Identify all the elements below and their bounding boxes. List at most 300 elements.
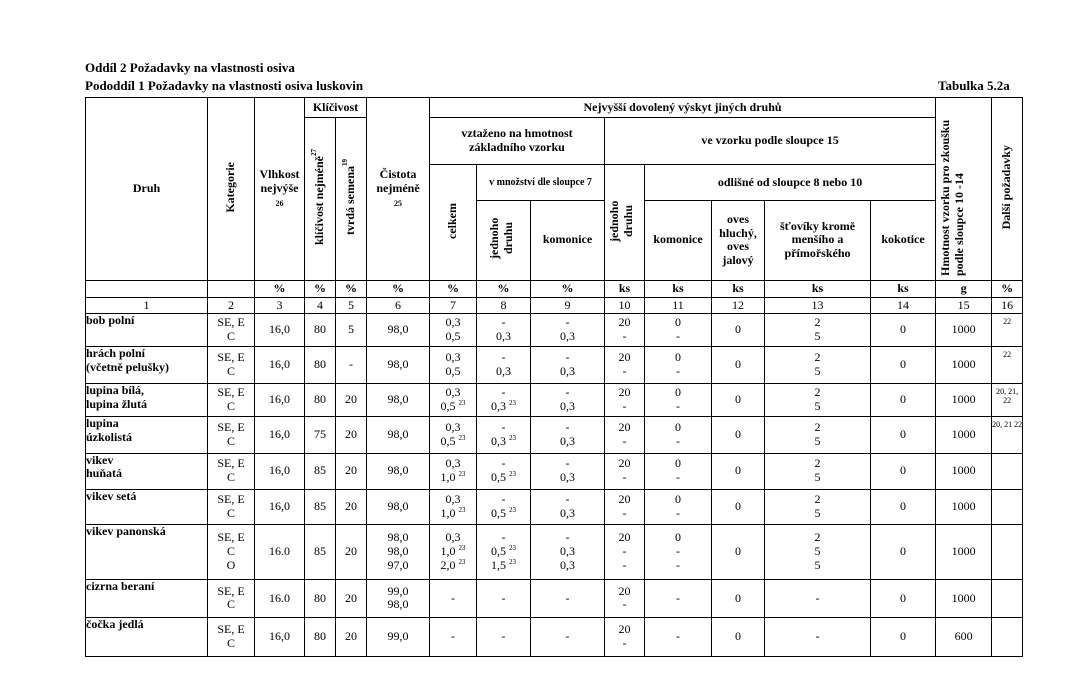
cell-value: 1,0 $^{23}$ (440, 470, 466, 485)
col-ve-vzorku: ve vzorku podle sloupce 15 (605, 118, 936, 165)
melilot-value (531, 524, 605, 579)
cell-value: 98,0 (387, 597, 409, 612)
cell-value: C (226, 597, 235, 612)
cell-value: lupina žlutá (86, 396, 148, 411)
cell-value: - (676, 364, 681, 379)
cell-value: - (501, 456, 506, 471)
germination-value: 85 (305, 489, 336, 524)
melilot-count (645, 384, 712, 417)
cell-value: 0,5 $^{23}$ (440, 399, 466, 414)
cell-value: - (501, 385, 506, 400)
purity-value (367, 346, 430, 383)
col-cistota: Čistota nejméně 25 (367, 98, 430, 281)
sample-weight: 1000 (936, 417, 992, 453)
cell-value: - (501, 628, 506, 643)
moisture-value: 16.0 (255, 580, 305, 617)
col-number: 10 (605, 297, 645, 313)
hard-seeds-value: 5 (336, 313, 367, 346)
cell-value: 5 (814, 364, 821, 379)
col-nejvyssi: Nejvyšší dovolený výskyt jiných druhů (430, 98, 936, 118)
table-row (86, 313, 1023, 346)
species-name (86, 384, 208, 417)
col-v-mnozstvi: v množství dle sloupce 7 (477, 165, 605, 200)
cell-value: 0,3 $^{23}$ (491, 433, 517, 448)
wild-oat-count: 0 (712, 313, 765, 346)
cell-value: 0,3 (496, 328, 512, 343)
table-row (86, 453, 1023, 489)
column-numbers-row (86, 297, 1023, 313)
moisture-value: 16,0 (255, 346, 305, 383)
melilot-count (645, 489, 712, 524)
col-jednoho-druhu: jednoho druhu (477, 200, 531, 280)
unit-cell: % (430, 280, 477, 297)
cell-value: 0,5 (445, 364, 461, 379)
cell-value: - (501, 590, 506, 605)
cell-value: - (676, 628, 681, 643)
cell-value: 0,3 (560, 364, 576, 379)
cell-value: lupina bílá, (86, 383, 145, 398)
category (208, 453, 255, 489)
cell-value: - (815, 628, 820, 643)
germination-value: 85 (305, 453, 336, 489)
species-name (86, 313, 208, 346)
table-row (86, 617, 1023, 656)
col-jednoho-druhu-ks: jednoho druhu (605, 165, 645, 280)
category (208, 346, 255, 383)
cell-value: 5 (814, 558, 821, 573)
cell-value: 0,3 (445, 350, 461, 365)
cell-value: - (451, 628, 456, 643)
dodder-count: 0 (871, 384, 936, 417)
cell-value: 20 (618, 530, 631, 545)
cell-value: 20 (618, 420, 631, 435)
cell-value: 1,0 $^{23}$ (440, 505, 466, 520)
col-number: 12 (712, 297, 765, 313)
col-vlhkost: Vlhkost nejvýše 26 (255, 98, 305, 281)
germination-value: 75 (305, 417, 336, 453)
cell-value: 0,3 (560, 470, 576, 485)
col-number: 9 (531, 297, 605, 313)
dodder-count: 0 (871, 346, 936, 383)
col-oves: oves hluchý, oves jalový (712, 200, 765, 280)
cell-value: 98,0 (387, 357, 409, 372)
germination-value: 80 (305, 617, 336, 656)
cell-value: 20 (618, 315, 631, 330)
cell-value: C (226, 635, 235, 650)
melilot-count (645, 346, 712, 383)
sample-weight: 1000 (936, 524, 992, 579)
wild-oat-count: 0 (712, 346, 765, 383)
cell-value: 5 (814, 433, 821, 448)
one-species-count (605, 384, 645, 417)
cell-value: 0,5 $^{23}$ (491, 505, 517, 520)
col-kokotice: kokotice (871, 200, 936, 280)
one-species-count (605, 617, 645, 656)
purity-value (367, 524, 430, 579)
melilot-count (645, 617, 712, 656)
unit-cell: g (936, 280, 992, 297)
purity-value (367, 617, 430, 656)
melilot-value (531, 580, 605, 617)
additional-requirements (992, 489, 1023, 524)
germination-value: 85 (305, 524, 336, 579)
unit-cell: % (531, 280, 605, 297)
species-name (86, 489, 208, 524)
cell-value: SE, E (217, 621, 245, 636)
moisture-value: 16,0 (255, 453, 305, 489)
cell-value: 5 (814, 399, 821, 414)
cell-value: 98,0 (387, 427, 409, 442)
cell-value: C (226, 470, 235, 485)
cell-value: 2,0 $^{23}$ (440, 558, 466, 573)
cell-value: 1,0 $^{23}$ (440, 544, 466, 559)
hard-seeds-value: 20 (336, 384, 367, 417)
section-heading: Oddíl 2 Požadavky na vlastnosti osiva (85, 60, 295, 75)
total-value (430, 384, 477, 417)
cell-value: - (565, 385, 570, 400)
table-row (86, 417, 1023, 453)
cell-value: 0,3 (445, 456, 461, 471)
dodder-count: 0 (871, 453, 936, 489)
one-species-count (605, 489, 645, 524)
table-row (86, 346, 1023, 383)
hard-seeds-value: 20 (336, 417, 367, 453)
wild-oat-count: 0 (712, 617, 765, 656)
cell-value: 20 (618, 385, 631, 400)
col-komonice: komonice (531, 200, 605, 280)
cell-value: 99,0 (387, 583, 409, 598)
cell-value: cizrna beraní (86, 579, 155, 594)
sample-weight: 1000 (936, 453, 992, 489)
dodder-count: 0 (871, 417, 936, 453)
dock-count (765, 346, 871, 383)
cell-value: 0,3 (445, 315, 461, 330)
dodder-count: 0 (871, 524, 936, 579)
cell-value: C (226, 505, 235, 520)
cell-value: 0,3 (445, 420, 461, 435)
cell-value: - (451, 590, 456, 605)
additional-requirements: 22 (992, 346, 1023, 383)
cell-value: SE, E (217, 530, 245, 545)
col-klicivost: Klíčivost (305, 98, 367, 118)
one-species-value (477, 617, 531, 656)
cell-value: C (226, 399, 235, 414)
cell-value: O (226, 558, 236, 573)
one-species-value (477, 453, 531, 489)
cell-value: 20 (618, 350, 631, 365)
species-name (86, 346, 208, 383)
col-number: 15 (936, 297, 992, 313)
germination-value: 80 (305, 580, 336, 617)
cell-value: lupina (86, 416, 119, 431)
additional-requirements (992, 580, 1023, 617)
moisture-value: 16,0 (255, 617, 305, 656)
unit-cell: ks (871, 280, 936, 297)
dodder-count: 0 (871, 313, 936, 346)
melilot-count (645, 313, 712, 346)
col-vztazeno: vztaženo na hmotnost základního vzorku (430, 118, 605, 165)
dock-count (765, 313, 871, 346)
additional-requirements: 22 (992, 313, 1023, 346)
cell-value: vikev (86, 453, 114, 467)
cell-value: - (676, 399, 681, 414)
wild-oat-count: 0 (712, 453, 765, 489)
cell-value: - (622, 433, 627, 448)
moisture-value: 16,0 (255, 384, 305, 417)
one-species-count (605, 580, 645, 617)
cell-value: 98,0 (387, 463, 409, 478)
cell-value: bob polní (86, 313, 135, 327)
category (208, 617, 255, 656)
species-name (86, 617, 208, 656)
cell-value: - (565, 456, 570, 471)
cell-value: - (622, 558, 627, 573)
cell-value: - (676, 544, 681, 559)
additional-requirements: 20, 21 22 (992, 417, 1023, 453)
category (208, 313, 255, 346)
cell-value: - (676, 505, 681, 520)
germination-value: 80 (305, 384, 336, 417)
col-kategorie: Kategorie (208, 98, 255, 281)
table-row (86, 524, 1023, 579)
cell-value: 98,0 (387, 498, 409, 513)
sample-weight: 1000 (936, 384, 992, 417)
category (208, 384, 255, 417)
cell-value: - (565, 628, 570, 643)
cell-value: - (676, 590, 681, 605)
col-number: 1 (86, 297, 208, 313)
dock-count (765, 580, 871, 617)
moisture-value: 16,0 (255, 313, 305, 346)
col-number: 5 (336, 297, 367, 313)
col-number: 8 (477, 297, 531, 313)
cell-value: - (501, 492, 506, 507)
cell-value: SE, E (217, 420, 245, 435)
additional-requirements (992, 453, 1023, 489)
col-number: 7 (430, 297, 477, 313)
cell-value: 0,3 (560, 433, 576, 448)
cell-value: úzkolistá (86, 430, 133, 445)
sample-weight: 600 (936, 617, 992, 656)
wild-oat-count: 0 (712, 524, 765, 579)
cell-value: 0,3 (560, 558, 576, 573)
cell-value: 0,5 $^{23}$ (491, 470, 517, 485)
cell-value: - (501, 315, 506, 330)
dock-count (765, 384, 871, 417)
sample-weight: 1000 (936, 313, 992, 346)
cell-value: 0,3 (445, 530, 461, 545)
col-number: 13 (765, 297, 871, 313)
total-value (430, 453, 477, 489)
cell-value: SE, E (217, 385, 245, 400)
table-row (86, 580, 1023, 617)
purity-value (367, 453, 430, 489)
cell-value: 2 (814, 492, 821, 507)
table-id: Tabulka 5.2a (938, 78, 1010, 93)
cell-value: SE, E (217, 456, 245, 471)
dock-count (765, 617, 871, 656)
unit-cell: ks (712, 280, 765, 297)
subsection-heading: Pododdíl 1 Požadavky na vlastnosti osiva luskovin (85, 78, 364, 93)
cell-value: hrách polní (86, 346, 146, 360)
melilot-value (531, 313, 605, 346)
cell-value: - (622, 470, 627, 485)
cell-value: 2 (814, 420, 821, 435)
cell-value: 0,5 $^{23}$ (491, 544, 517, 559)
one-species-count (605, 524, 645, 579)
one-species-value (477, 580, 531, 617)
dodder-count: 0 (871, 489, 936, 524)
cell-value: C (226, 433, 235, 448)
cell-value: 98,0 (387, 321, 409, 336)
wild-oat-count: 0 (712, 384, 765, 417)
cell-value: - (622, 635, 627, 650)
germination-value: 80 (305, 346, 336, 383)
unit-cell: % (367, 280, 430, 297)
cell-value: 0,3 (560, 328, 576, 343)
cell-value: 0 (675, 456, 682, 471)
col-number: 3 (255, 297, 305, 313)
cell-value: 0 (675, 350, 682, 365)
sample-weight: 1000 (936, 346, 992, 383)
col-dalsi: Další požadavky (992, 98, 1023, 281)
total-value (430, 417, 477, 453)
cell-value: 5 (814, 470, 821, 485)
cell-value: 20 (618, 456, 631, 471)
cell-value: SE, E (217, 315, 245, 330)
col-number: 4 (305, 297, 336, 313)
category (208, 580, 255, 617)
dock-count (765, 524, 871, 579)
species-name (86, 580, 208, 617)
hard-seeds-value: 20 (336, 489, 367, 524)
dock-count (765, 417, 871, 453)
category (208, 489, 255, 524)
cell-value: 2 (814, 350, 821, 365)
wild-oat-count: 0 (712, 489, 765, 524)
cell-value: 0,3 (445, 385, 461, 400)
cell-value: 2 (814, 385, 821, 400)
cell-value: 0,5 (445, 328, 461, 343)
cell-value: 0,3 (560, 505, 576, 520)
cell-value: 0,3 (496, 364, 512, 379)
cell-value: čočka jedlá (86, 617, 144, 631)
cell-value: - (565, 530, 570, 545)
one-species-value (477, 346, 531, 383)
cell-value: 0,3 (560, 399, 576, 414)
cell-value: SE, E (217, 350, 245, 365)
cell-value: - (622, 399, 627, 414)
cell-value: 98,0 (387, 392, 409, 407)
unit-cell: % (477, 280, 531, 297)
cell-value: - (622, 597, 627, 612)
melilot-value (531, 384, 605, 417)
melilot-count (645, 580, 712, 617)
cell-value: SE, E (217, 583, 245, 598)
cell-value: 0 (675, 530, 682, 545)
table-row (86, 384, 1023, 417)
cell-value: 2 (814, 315, 821, 330)
cell-value: - (501, 530, 506, 545)
total-value (430, 524, 477, 579)
melilot-count (645, 453, 712, 489)
col-komonice2: komonice (645, 200, 712, 280)
melilot-value (531, 489, 605, 524)
cell-value: vikev setá (86, 489, 137, 503)
cell-value: - (676, 470, 681, 485)
cell-value: 0,5 $^{23}$ (440, 433, 466, 448)
cell-value: - (565, 492, 570, 507)
units-row (86, 280, 1023, 297)
dodder-count: 0 (871, 580, 936, 617)
category (208, 417, 255, 453)
col-tvrda-semena: tvrdá semena$^{19}$ (336, 118, 367, 281)
col-number: 11 (645, 297, 712, 313)
one-species-value (477, 524, 531, 579)
col-druh: Druh (86, 98, 208, 281)
wild-oat-count: 0 (712, 417, 765, 453)
unit-cell: % (255, 280, 305, 297)
cell-value: - (501, 350, 506, 365)
cell-value: huňatá (86, 466, 123, 481)
hard-seeds-value: - (336, 346, 367, 383)
col-number: 6 (367, 297, 430, 313)
one-species-value (477, 384, 531, 417)
cell-value: C (226, 544, 235, 559)
one-species-count (605, 313, 645, 346)
cell-value: - (676, 328, 681, 343)
purity-value (367, 313, 430, 346)
cell-value: 20 (618, 621, 631, 636)
cell-value: 98,0 (387, 544, 409, 559)
purity-value (367, 580, 430, 617)
unit-cell: % (992, 280, 1023, 297)
moisture-value: 16,0 (255, 417, 305, 453)
one-species-count (605, 453, 645, 489)
germination-value: 80 (305, 313, 336, 346)
hard-seeds-value: 20 (336, 580, 367, 617)
cell-value: 0 (675, 385, 682, 400)
melilot-value (531, 617, 605, 656)
cell-value: 1,5 $^{23}$ (491, 558, 517, 573)
melilot-count (645, 417, 712, 453)
table-header (86, 98, 1023, 314)
one-species-value (477, 489, 531, 524)
cell-value: C (226, 364, 235, 379)
hard-seeds-value: 20 (336, 453, 367, 489)
unit-cell: ks (645, 280, 712, 297)
purity-value (367, 417, 430, 453)
cell-value: - (622, 328, 627, 343)
cell-value: - (622, 544, 627, 559)
col-number: 14 (871, 297, 936, 313)
cell-value: - (676, 433, 681, 448)
dock-count (765, 453, 871, 489)
col-stoviky: šťovíky kromě menšího a přímořského (765, 200, 871, 280)
moisture-value: 16.0 (255, 524, 305, 579)
wild-oat-count: 0 (712, 580, 765, 617)
cell-value: 0,3 (445, 492, 461, 507)
hard-seeds-value: 20 (336, 524, 367, 579)
cell-value: 98,0 (387, 530, 409, 545)
unit-cell: ks (765, 280, 871, 297)
cell-value: 20 (618, 492, 631, 507)
cell-value: 0 (675, 492, 682, 507)
col-odlisne: odlišné od sloupce 8 nebo 10 (645, 165, 936, 200)
cell-value: - (622, 364, 627, 379)
cell-value: 99,0 (387, 628, 409, 643)
one-species-value (477, 417, 531, 453)
